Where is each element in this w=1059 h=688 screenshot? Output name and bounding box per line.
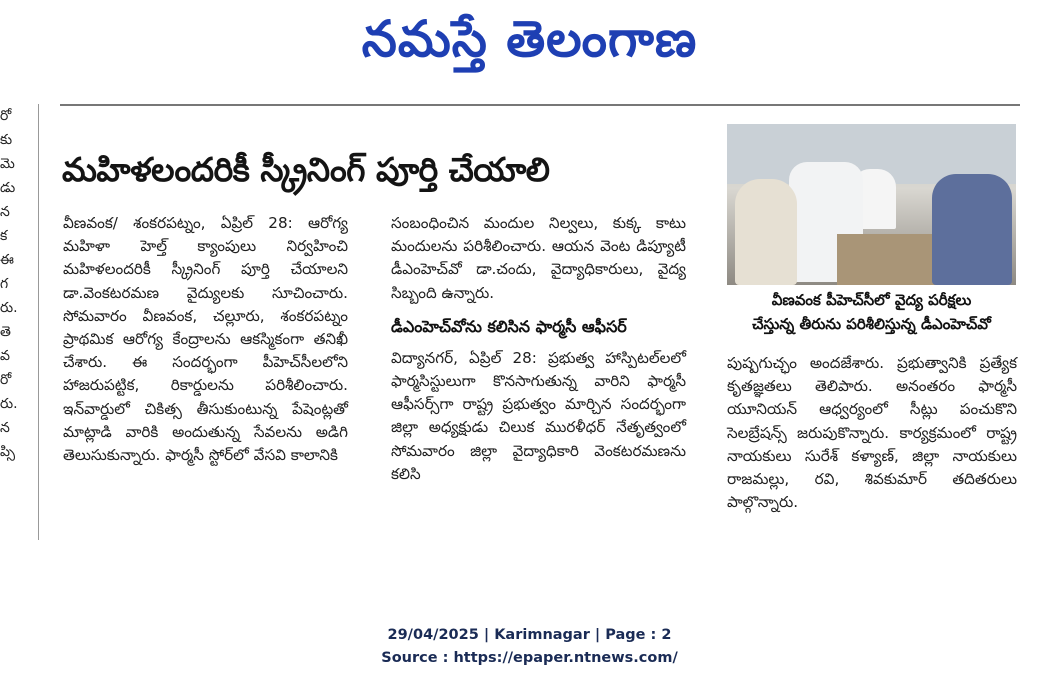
newspaper-masthead: నమస్తే తెలంగాణ: [361, 10, 698, 68]
article-paragraph: విద్యానగర్, ఏప్రిల్ 28: ప్రభుత్వ హాస్పిటల్‌లలో ఫార్మసిస్టులుగా కొనసాగుతున్న వారిని ఫార్మసీ ఆఫీసర్స్‌గా రాష్ట్ర ప్రభుత్వం మార్చిన సందర్భంగా జిల్లా అధ్యక్షుడు చిలుక మురళీధర్ నేతృత్వంలో సోమవారం జిల్లా వైద్యాధికారి వెంకటరమణను కలిసి: [391, 348, 686, 483]
fragment-text: కు: [0, 132, 13, 148]
fragment-text: క: [0, 228, 8, 244]
fragment-text: రు.: [0, 300, 18, 316]
article-paragraph: వీణవంక/ శంకరపట్నం, ఏప్రిల్ 28: ఆరోగ్య మహిళా హెల్త్ క్యాంపులు నిర్వహించి మహిళలందరికీ స్క్రీనింగ్ పూర్తి చేయాలని డా.వెంకటరమణ వైద్యులకు సూచించారు. సోమవారం వీణవంక, చల్లూరు, శంకరపట్నం ప్రాథమిక ఆరోగ్య కేంద్రాలను ఆకస్మికంగా తనిఖీ చేశారు. ఈ సందర్భంగా పీహెచ్‌సీలలోని హాజరుపట్టిక, రికార్డులను పరిశీలించారు. ఇన్‌వార్డులో చికిత్స తీసుకుంటున్న పేషెంట్లతో మాట్లాడి వారికి అందుతున్న సేవలను అడిగి తెలుసుకున్నారు. ఫార్మసీ స్టోర్‌లో వేసవి కాలానికి: [63, 214, 348, 465]
fragment-text: ప్సి: [0, 444, 16, 460]
fragment-text: రు.: [0, 396, 18, 412]
fragment-text: రో: [0, 108, 12, 124]
article-paragraph: పుష్పగుచ్ఛం అందజేశారు. ప్రభుత్వానికి ప్రత్యేక కృతజ్ఞతలు తెలిపారు. అనంతరం ఫార్మసీ యూనియన్ ఆధ్వర్యంలో సీట్లు పంచుకొని సెలబ్రేషన్స్ జరుపుకొన్నారు. కార్యక్రమంలో రాష్ట్ర నాయకులు సురేశ్ కళ్యాణ్, జిల్లా నాయకులు రాజమల్లు, రవి, శివకుమార్ తదితరులు పాల్గొన్నారు.: [727, 354, 1017, 512]
fragment-text: డు: [0, 180, 16, 196]
top-rule: [60, 104, 1020, 106]
photo-figure: [837, 234, 947, 285]
column-divider: [38, 104, 39, 540]
article-headline: మహిళలందరికీ స్క్రీనింగ్ పూర్తి చేయాలి: [62, 150, 550, 189]
caption-line: చేస్తున్న తీరును పరిశీలిస్తున్న డీఎంహెచ్‌వో: [752, 315, 991, 333]
caption-line: వీణవంక పీహెచ్‌సీలో వైద్య పరీక్షలు: [771, 291, 972, 309]
news-photo: [727, 124, 1016, 285]
article-column-3: [727, 352, 1017, 514]
photo-figure: [735, 179, 797, 285]
article-column-1: [63, 212, 348, 467]
article-subheading: డీఎంహెచ్‌వోను కలిసిన ఫార్మసీ ఆఫీసర్: [391, 316, 627, 336]
photo-figure: [932, 174, 1012, 285]
fragment-text: రో: [0, 372, 12, 388]
article-column-2: [391, 212, 686, 486]
edition-info: 29/04/2025 | Karimnagar | Page : 2: [387, 627, 672, 643]
adjacent-article-fragment: [0, 104, 18, 524]
article-paragraph: సంబంధించిన మందుల నిల్వలు, కుక్క కాటు మందులను పరిశీలించారు. ఆయన వెంట డిప్యూటీ డీఎంహెచ్‌వో డా.చందు, వైద్యాధికారులు, వైద్య సిబ్బంది ఉన్నారు.: [391, 214, 686, 302]
photo-caption: [727, 288, 1016, 336]
source-link[interactable]: Source : https://epaper.ntnews.com/: [381, 650, 678, 666]
fragment-text: తె: [0, 324, 11, 340]
fragment-text: మె: [0, 156, 15, 172]
fragment-text: న: [0, 204, 10, 220]
fragment-text: గ: [0, 276, 9, 292]
fragment-text: వ: [0, 348, 10, 364]
fragment-text: న: [0, 420, 10, 436]
fragment-text: ఈ: [0, 252, 14, 268]
